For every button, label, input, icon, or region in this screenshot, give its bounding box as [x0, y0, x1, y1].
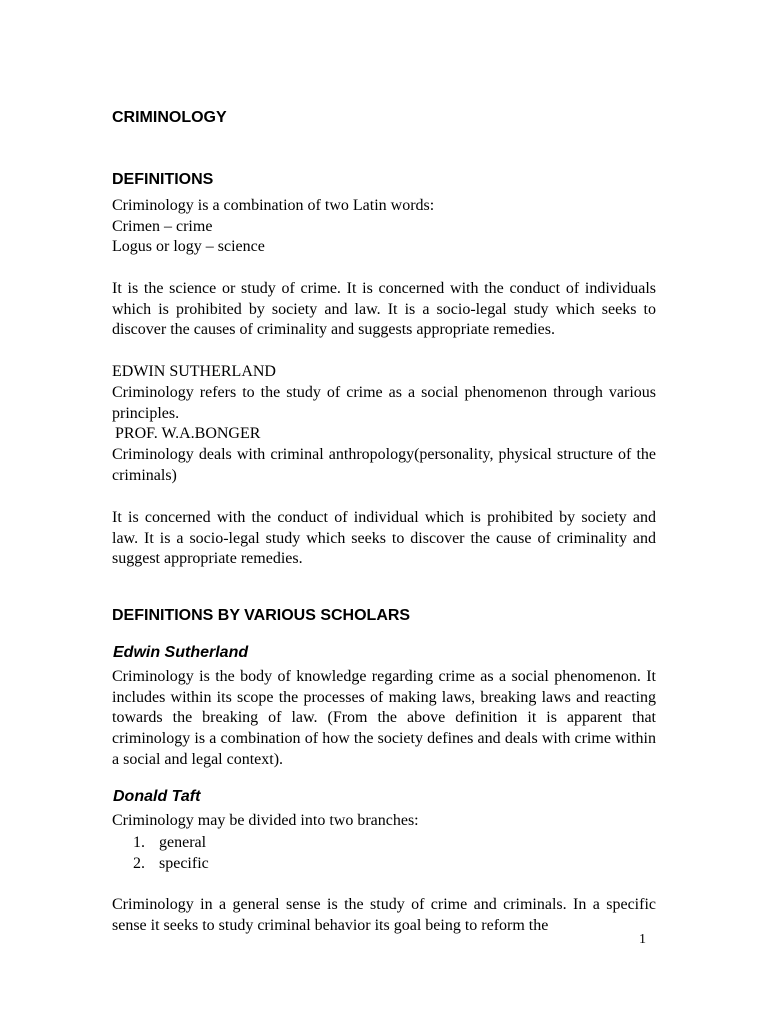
document-title: CRIMINOLOGY: [112, 109, 227, 126]
conduct-paragraph: It is concerned with the conduct of individual which is prohibited by society and law. It is a socio-legal study which seeks to discover the cause of criminality and suggest appropriate remedies.: [112, 509, 656, 568]
latin-intro-line: Criminology is a combination of two Latin words:: [112, 197, 435, 214]
bonger-definition: Criminology deals with criminal anthropology(personality, physical structure of the criminals): [112, 446, 656, 484]
list-item: 2. specific: [133, 855, 209, 872]
edwin-sutherland-heading: Edwin Sutherland: [113, 644, 249, 661]
bonger-label: PROF. W.A.BONGER: [115, 425, 261, 442]
scholars-heading: DEFINITIONS BY VARIOUS SCHOLARS: [112, 607, 411, 624]
list-item: 1. general: [133, 834, 207, 851]
page-number: 1: [639, 932, 646, 947]
taft-intro: Criminology may be divided into two branches:: [112, 812, 419, 829]
definition-paragraph: It is the science or study of crime. It is concerned with the conduct of individuals which is prohibited by society and law. It is a socio-legal study which seeks to discover the causes of criminality and suggests appropriate remedies.: [112, 280, 656, 339]
sutherland-definition: Criminology refers to the study of crime as a social phenomenon through various principles.: [112, 384, 656, 422]
logy-line: Logus or logy – science: [112, 238, 265, 255]
branches-list: [133, 832, 209, 874]
crimen-line: Crimen – crime: [112, 218, 213, 235]
donald-taft-heading: Donald Taft: [113, 788, 201, 805]
sutherland-label: EDWIN SUTHERLAND: [112, 363, 276, 380]
general-specific-paragraph: Criminology in a general sense is the study of crime and criminals. In a specific sense it seeks to study criminal behavior its goal being to reform the: [112, 896, 656, 934]
edwin-sutherland-definition: Criminology is the body of knowledge regarding crime as a social phenomenon. It includes within its scope the processes of making laws, breaking laws and reacting towards the breaking of law. (From the above definition it is apparent that criminology is a combination of how the society defines and deals with crime within a social and legal context).: [112, 668, 656, 768]
definitions-heading: DEFINITIONS: [112, 171, 214, 188]
